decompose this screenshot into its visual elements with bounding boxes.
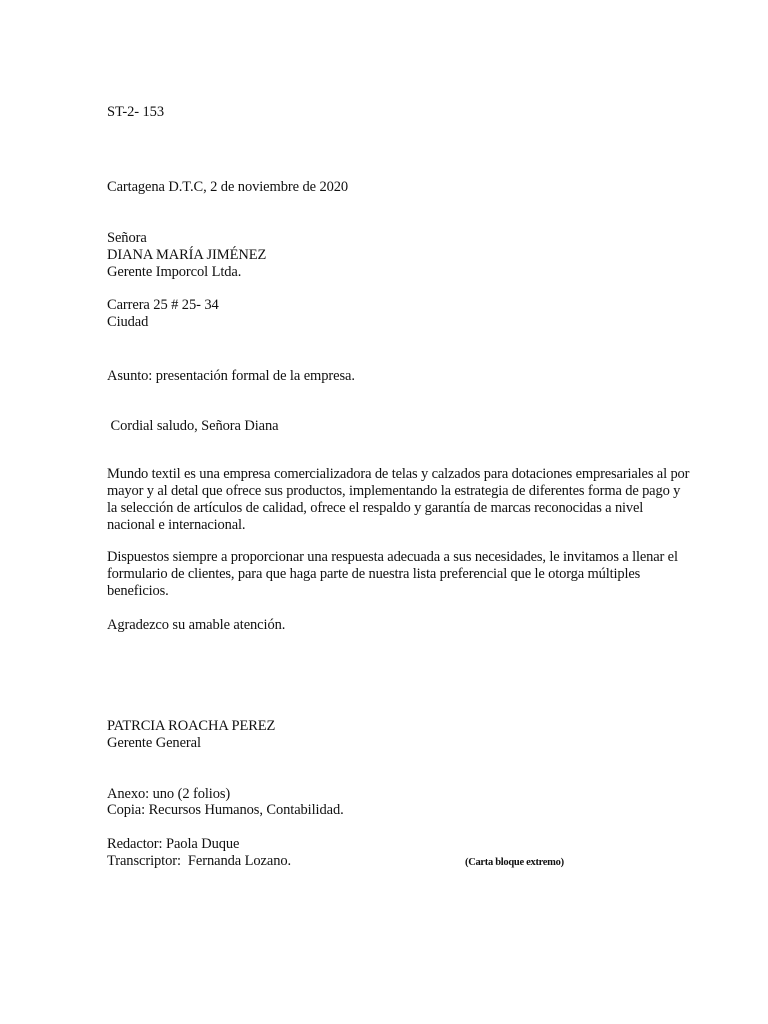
writer-line: Redactor: Paola Duque (107, 836, 240, 852)
recipient-address: Carrera 25 # 25- 34 (107, 297, 219, 313)
closing: Agradezco su amable atención. (107, 617, 286, 633)
place-and-date: Cartagena D.T.C, 2 de noviembre de 2020 (107, 179, 349, 195)
recipient-title: Señora (107, 230, 147, 246)
letter-format-note: (Carta bloque extremo) (465, 857, 564, 868)
attachments-line: Anexo: uno (2 folios) (107, 786, 231, 802)
recipient-city: Ciudad (107, 314, 149, 330)
sender-name: PATRCIA ROACHA PEREZ (107, 718, 276, 734)
sender-position: Gerente General (107, 735, 201, 751)
recipient-position: Gerente Imporcol Ltda. (107, 264, 242, 280)
copy-line: Copia: Recursos Humanos, Contabilidad. (107, 802, 344, 818)
body-paragraph-2: Dispuestos siempre a proporcionar una respuesta adecuada a sus necesidades, le invitamos a llenar el formulario de clientes, para que haga parte de nuestra lista preferencial que le otorga múltiples beneficios. (107, 549, 678, 599)
greeting: Cordial saludo, Señora Diana (107, 418, 279, 434)
subject-line: Asunto: presentación formal de la empresa. (107, 368, 355, 384)
reference-number: ST-2- 153 (107, 104, 164, 120)
recipient-name: DIANA MARÍA JIMÉNEZ (107, 247, 267, 263)
body-paragraph-1: Mundo textil es una empresa comercializadora de telas y calzados para dotaciones empresariales al por mayor y al detal que ofrece sus productos, implementando la estrategia de diferentes forma de pago y la selección de artículos de calidad, ofrece el respaldo y garantía de marcas reconocidas a nivel nacional e internacional. (107, 466, 690, 533)
transcriber-line: Transcriptor: Fernanda Lozano. (107, 853, 292, 869)
